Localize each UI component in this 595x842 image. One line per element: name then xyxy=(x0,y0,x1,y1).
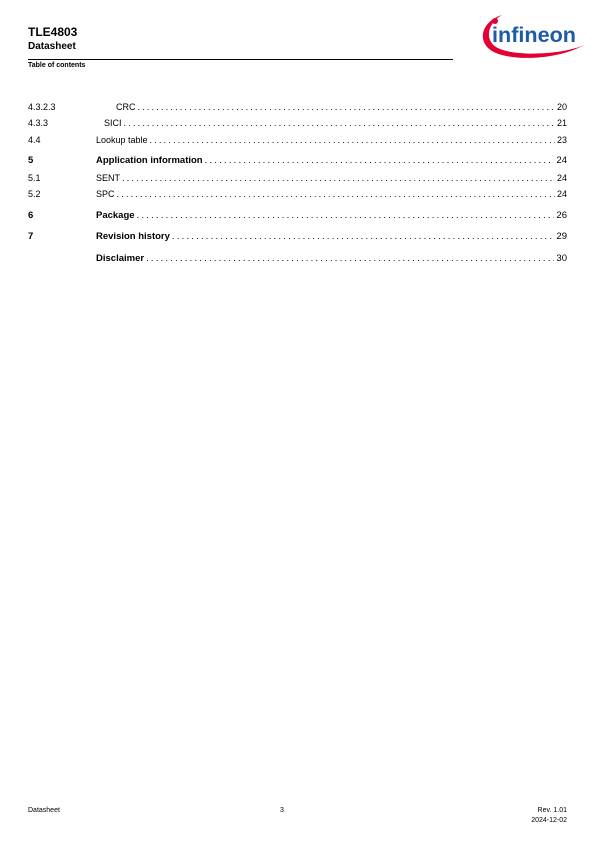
footer-doc-type: Datasheet xyxy=(28,807,60,814)
toc-entry-page[interactable]: 24 xyxy=(556,173,567,183)
toc-entry-number: 4.3.3 xyxy=(28,118,49,128)
toc-dot-leader xyxy=(122,171,555,185)
toc-entry[interactable] xyxy=(28,171,567,185)
toc-entry-page[interactable]: 20 xyxy=(556,102,567,112)
toc-dot-leader xyxy=(150,133,555,147)
toc-entry-number: 7 xyxy=(28,231,34,242)
toc-dot-leader xyxy=(117,187,555,201)
toc-entry[interactable] xyxy=(28,100,567,114)
toc-entry-number: 6 xyxy=(28,210,34,221)
header-divider xyxy=(28,59,453,60)
toc-entry[interactable] xyxy=(28,187,567,201)
footer-revision: Rev. 1.01 xyxy=(537,807,567,814)
toc-dot-leader xyxy=(146,252,554,266)
toc-entry-title[interactable]: Package xyxy=(96,210,135,221)
toc-dot-leader xyxy=(138,100,555,114)
toc-dot-leader xyxy=(205,154,555,168)
toc-entry-title[interactable]: Lookup table xyxy=(96,135,148,145)
product-name: TLE4803 xyxy=(28,25,78,39)
infineon-logo xyxy=(478,11,586,61)
toc-entry-page[interactable]: 24 xyxy=(556,155,567,166)
toc-entry-page[interactable]: 24 xyxy=(556,189,567,199)
toc-entry-title[interactable]: Disclaimer xyxy=(96,253,145,264)
toc-entry[interactable] xyxy=(28,154,567,168)
toc-dot-leader xyxy=(124,116,555,130)
toc-dot-leader xyxy=(172,230,555,244)
toc-entry[interactable] xyxy=(28,230,567,244)
toc-entry[interactable] xyxy=(28,252,567,266)
toc-entry-title[interactable]: SICI xyxy=(104,118,122,128)
toc-entry-title[interactable]: Revision history xyxy=(96,231,170,242)
toc-entry-page[interactable]: 30 xyxy=(556,253,567,264)
logo-wordmark: infineon xyxy=(492,24,576,47)
toc-entry[interactable] xyxy=(28,209,567,223)
toc-entry-page[interactable]: 21 xyxy=(556,118,567,128)
section-title: Table of contents xyxy=(28,62,86,69)
toc-entry-title[interactable]: CRC xyxy=(116,102,136,112)
footer-page-number: 3 xyxy=(280,807,284,814)
toc-entry[interactable] xyxy=(28,133,567,147)
toc-entry-number: 5.1 xyxy=(28,173,41,183)
toc-entry-page[interactable]: 29 xyxy=(556,231,567,242)
toc-entry-number: 5.2 xyxy=(28,189,41,199)
toc-entry-number: 4.4 xyxy=(28,135,41,145)
toc-entry-page[interactable]: 23 xyxy=(556,135,567,145)
toc-entry-number: 4.3.2.3 xyxy=(28,102,56,112)
toc-entry-title[interactable]: SPC xyxy=(96,189,115,199)
toc-entry-title[interactable]: Application information xyxy=(96,155,203,166)
toc-entry[interactable] xyxy=(28,116,567,130)
document-type: Datasheet xyxy=(28,41,76,52)
toc-entry-page[interactable]: 26 xyxy=(556,210,567,221)
footer-date: 2024-12-02 xyxy=(531,817,567,824)
toc-entry-number: 5 xyxy=(28,155,34,166)
toc-dot-leader xyxy=(137,209,555,223)
toc-entry-title[interactable]: SENT xyxy=(96,173,121,183)
